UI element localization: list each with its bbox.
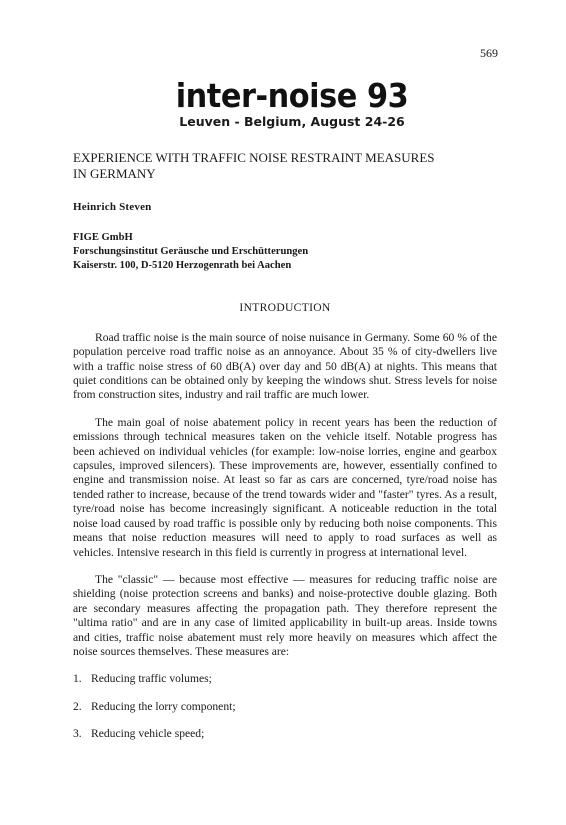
list-item — [73, 700, 497, 714]
paragraph: Road traffic noise is the main source of noise nuisance in Germany. Some 60 % of the population perceive road traffic noise as an annoyance. About 35 % of city-dwellers live with a traffic noise stress of 60 dB(A) over day and 50 dB(A) at nights. This means that quiet conditions can be obtained only by keeping the windows shut. Stress levels for noise from construction sites, industry and rail traffic are much lower. — [73, 330, 497, 402]
measures-list — [73, 672, 497, 741]
paper-title — [73, 150, 497, 182]
conference-header — [0, 78, 566, 130]
affiliation-institute: Forschungsinstitut Geräusche und Erschütterungen — [73, 246, 309, 258]
list-item-text: Reducing vehicle speed; — [91, 727, 205, 741]
list-item-number: 3. — [73, 727, 82, 741]
affiliation — [73, 231, 497, 273]
author-name: Heinrich Steven — [73, 201, 152, 213]
paragraph: The "classic" — because most effective — measures for reducing traffic noise are shielding (noise protection screens and banks) and noise-protective double glazing. Both are secondary measures affecting the propagation path. They therefore represent the "ultima ratio" and are in any case of limited applicability in built-up areas. Inside towns and cities, traffic noise abatement must rely more heavily on measures which affect the noise sources themselves. These measures are: — [73, 572, 497, 658]
paper-title-line-1: EXPERIENCE WITH TRAFFIC NOISE RESTRAINT MEASURES — [73, 150, 435, 165]
list-item-text: Reducing traffic volumes; — [91, 672, 212, 686]
conference-venue: Leuven - Belgium, August 24-26 — [179, 114, 405, 129]
affiliation-org: FIGE GmbH — [73, 232, 133, 244]
conference-logo: inter-noise 93 — [175, 76, 409, 115]
page-number: 569 — [480, 46, 498, 60]
list-item-number: 1. — [73, 672, 82, 686]
paper-body — [73, 150, 497, 755]
list-item-text: Reducing the lorry component; — [91, 699, 236, 713]
paper-title-line-2: IN GERMANY — [73, 166, 156, 181]
list-item — [73, 727, 497, 741]
affiliation-address: Kaiserstr. 100, D-5120 Herzogenrath bei Aachen — [73, 260, 292, 272]
list-item-number: 2. — [73, 699, 82, 713]
list-item — [73, 672, 497, 686]
paragraph: The main goal of noise abatement policy in recent years has been the reduction of emissions through technical measures taken on the vehicle itself. Notable progress has been achieved on individual vehicles (for example: low-noise lorries, engine and gearbox capsules, improved silencers). These improvements are, however, essentially confined to engine and transmission noise. At least so far as cars are concerned, tyre/road noise has tended rather to increase, because of the trend towards wider and "faster" tyres. As a result, tyre/road noise has become increasingly significant. A noticeable reduction in the total noise load caused by road traffic is possible only by reducing both noise components. This means that noise reduction measures will need to apply to road surfaces as well as vehicles. Intensive research in this field is currently in progress at international level. — [73, 415, 497, 559]
section-heading: INTRODUCTION — [239, 301, 331, 315]
